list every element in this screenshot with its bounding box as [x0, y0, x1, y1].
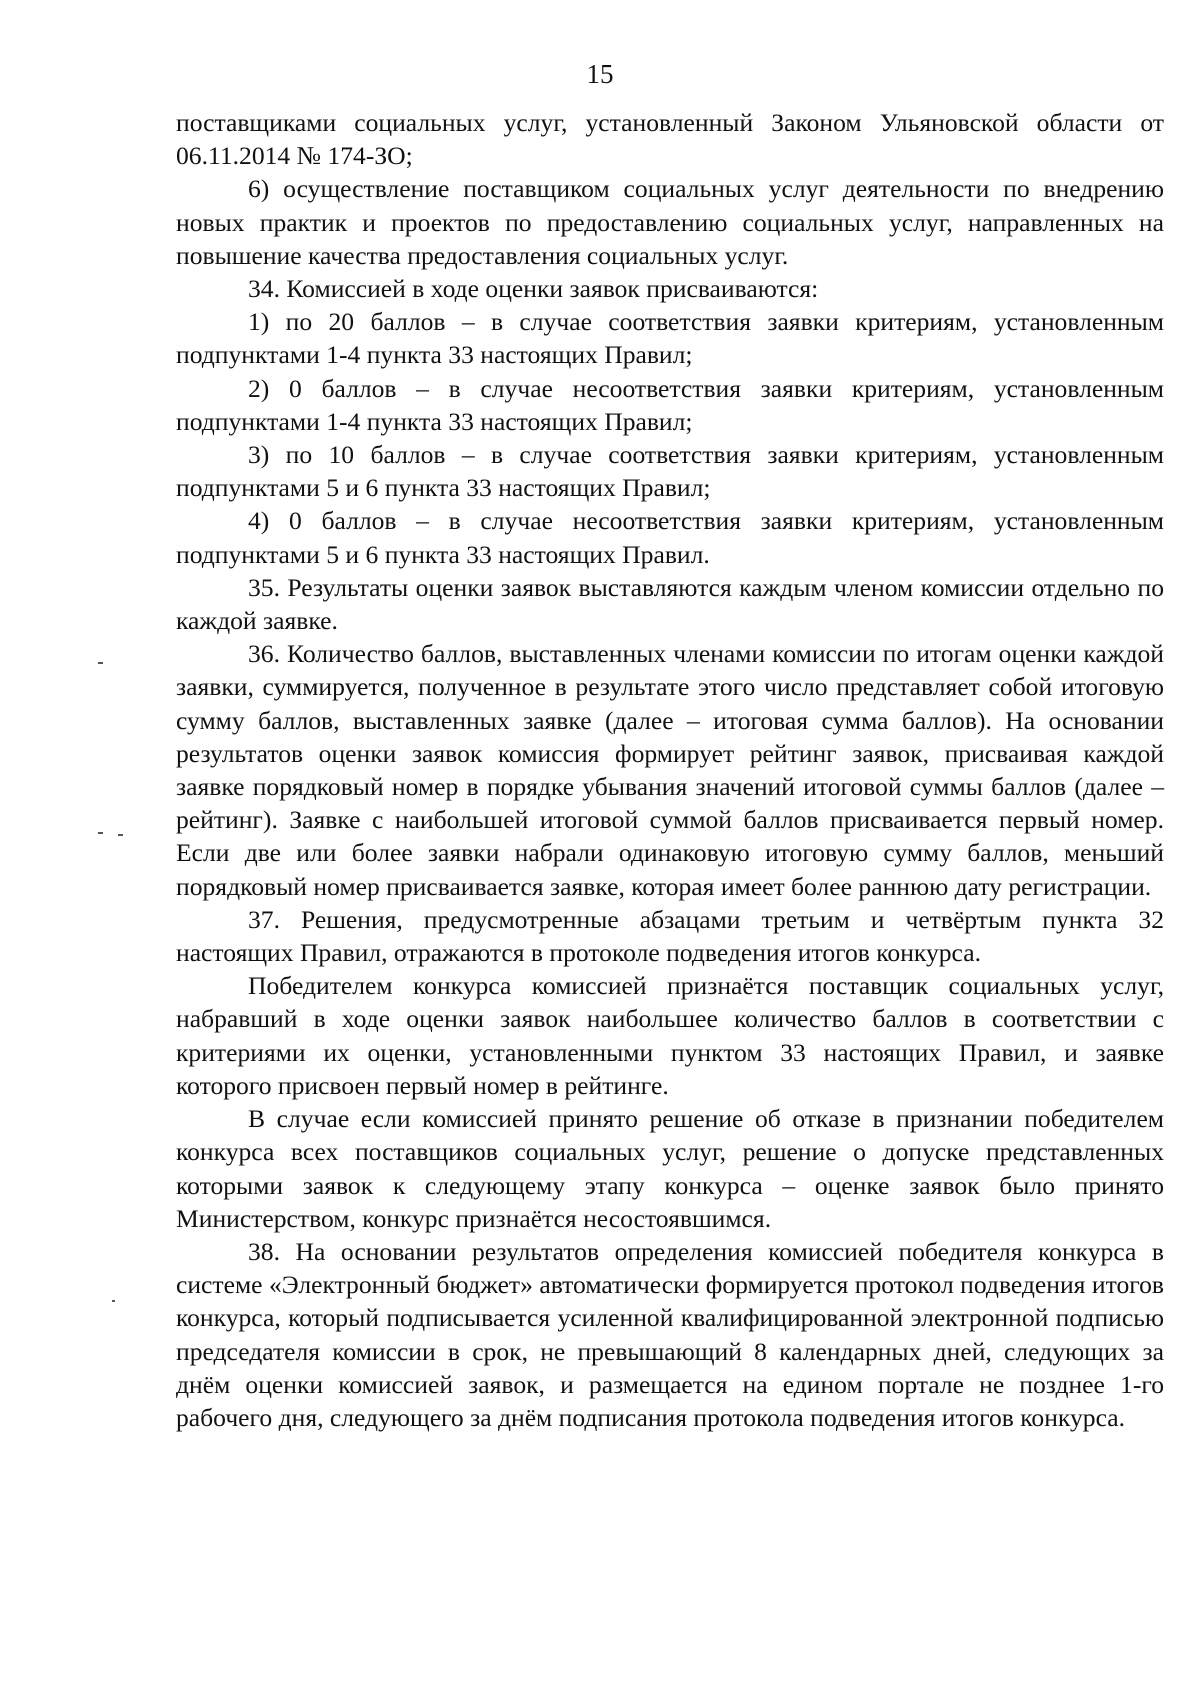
paragraph: 36. Количество баллов, выставленных членами комиссии по итогам оценки каждой заявки, суммируется, полученное в результате этого число представляет собой итоговую сумму баллов, выставленных заявке (далее – итоговая сумма баллов). На основании результатов оценки заявок комиссия формирует рейтинг заявок, присваивая каждой заявке порядковый номер в порядке убывания значений итоговой суммы баллов (далее – рейтинг). Заявке с наибольшей итоговой суммой баллов присваивается первый номер. Если две или более заявки набрали одинаковую итоговую сумму баллов, меньший порядковый номер присваивается заявке, которая имеет более раннюю дату регистрации. [176, 639, 1164, 901]
scan-mark [98, 662, 103, 664]
page-number: 15 [586, 59, 614, 89]
paragraph: 6) осуществление поставщиком социальных услуг деятельности по внедрению новых практик и проектов по предоставлению социальных услуг, направленных на повышение качества предоставления социальных услуг. [176, 174, 1164, 270]
paragraph: Победителем конкурса комиссией признаётся поставщик социальных услуг, набравший в ходе оценки заявок наибольшее количество баллов в соответствии с критериями их оценки, установленными пунктом 33 настоящих Правил, и заявке которого присвоен первый номер в рейтинге. [176, 971, 1164, 1100]
document-body [176, 106, 1164, 1434]
paragraph: 1) по 20 баллов – в случае соответствия заявки критериям, установленным подпунктами 1-4 пункта 33 настоящих Правил; [176, 307, 1164, 370]
paragraph: 34. Комиссией в ходе оценки заявок присваиваются: [248, 274, 819, 304]
paragraph: 35. Результаты оценки заявок выставляются каждым членом комиссии отдельно по каждой заявке. [176, 572, 1164, 636]
scan-mark [118, 834, 123, 836]
scan-mark [98, 832, 103, 834]
paragraph: 38. На основании результатов определения комиссией победителя конкурса в системе «Электронный бюджет» автоматически формируется протокол подведения итогов конкурса, который подписывается усиленной квалифицированной электронной подписью председателя комиссии в срок, не превышающий 8 календарных дней, следующих за днём оценки комиссией заявок, и размещается на едином портале не позднее 1-го рабочего дня, следующего за днём подписания протокола подведения итогов конкурса. [176, 1236, 1164, 1432]
paragraph: 3) по 10 баллов – в случае соответствия заявки критериям, установленным подпунктами 5 и 6 пункта 33 настоящих Правил; [176, 440, 1164, 503]
scan-mark [112, 1300, 115, 1302]
paragraph: 37. Решения, предусмотренные абзацами третьим и четвёртым пункта 32 настоящих Правил, отражаются в протоколе подведения итогов конкурса. [176, 904, 1164, 968]
paragraph: поставщиками социальных услуг, установленный Законом Ульяновской области от 06.11.2014 № 174-ЗО; [176, 108, 1164, 171]
paragraph: В случае если комиссией принято решение об отказе в признании победителем конкурса всех поставщиков социальных услуг, решение о допуске представленных которыми заявок к следующему этапу конкурса – оценке заявок было принято Министерством, конкурс признаётся несостоявшимся. [176, 1104, 1164, 1233]
paragraph: 2) 0 баллов – в случае несоответствия заявки критериям, установленным подпунктами 1-4 пункта 33 настоящих Правил; [176, 373, 1164, 436]
paragraph: 4) 0 баллов – в случае несоответствия заявки критериям, установленным подпунктами 5 и 6 пункта 33 настоящих Правил. [176, 506, 1164, 569]
